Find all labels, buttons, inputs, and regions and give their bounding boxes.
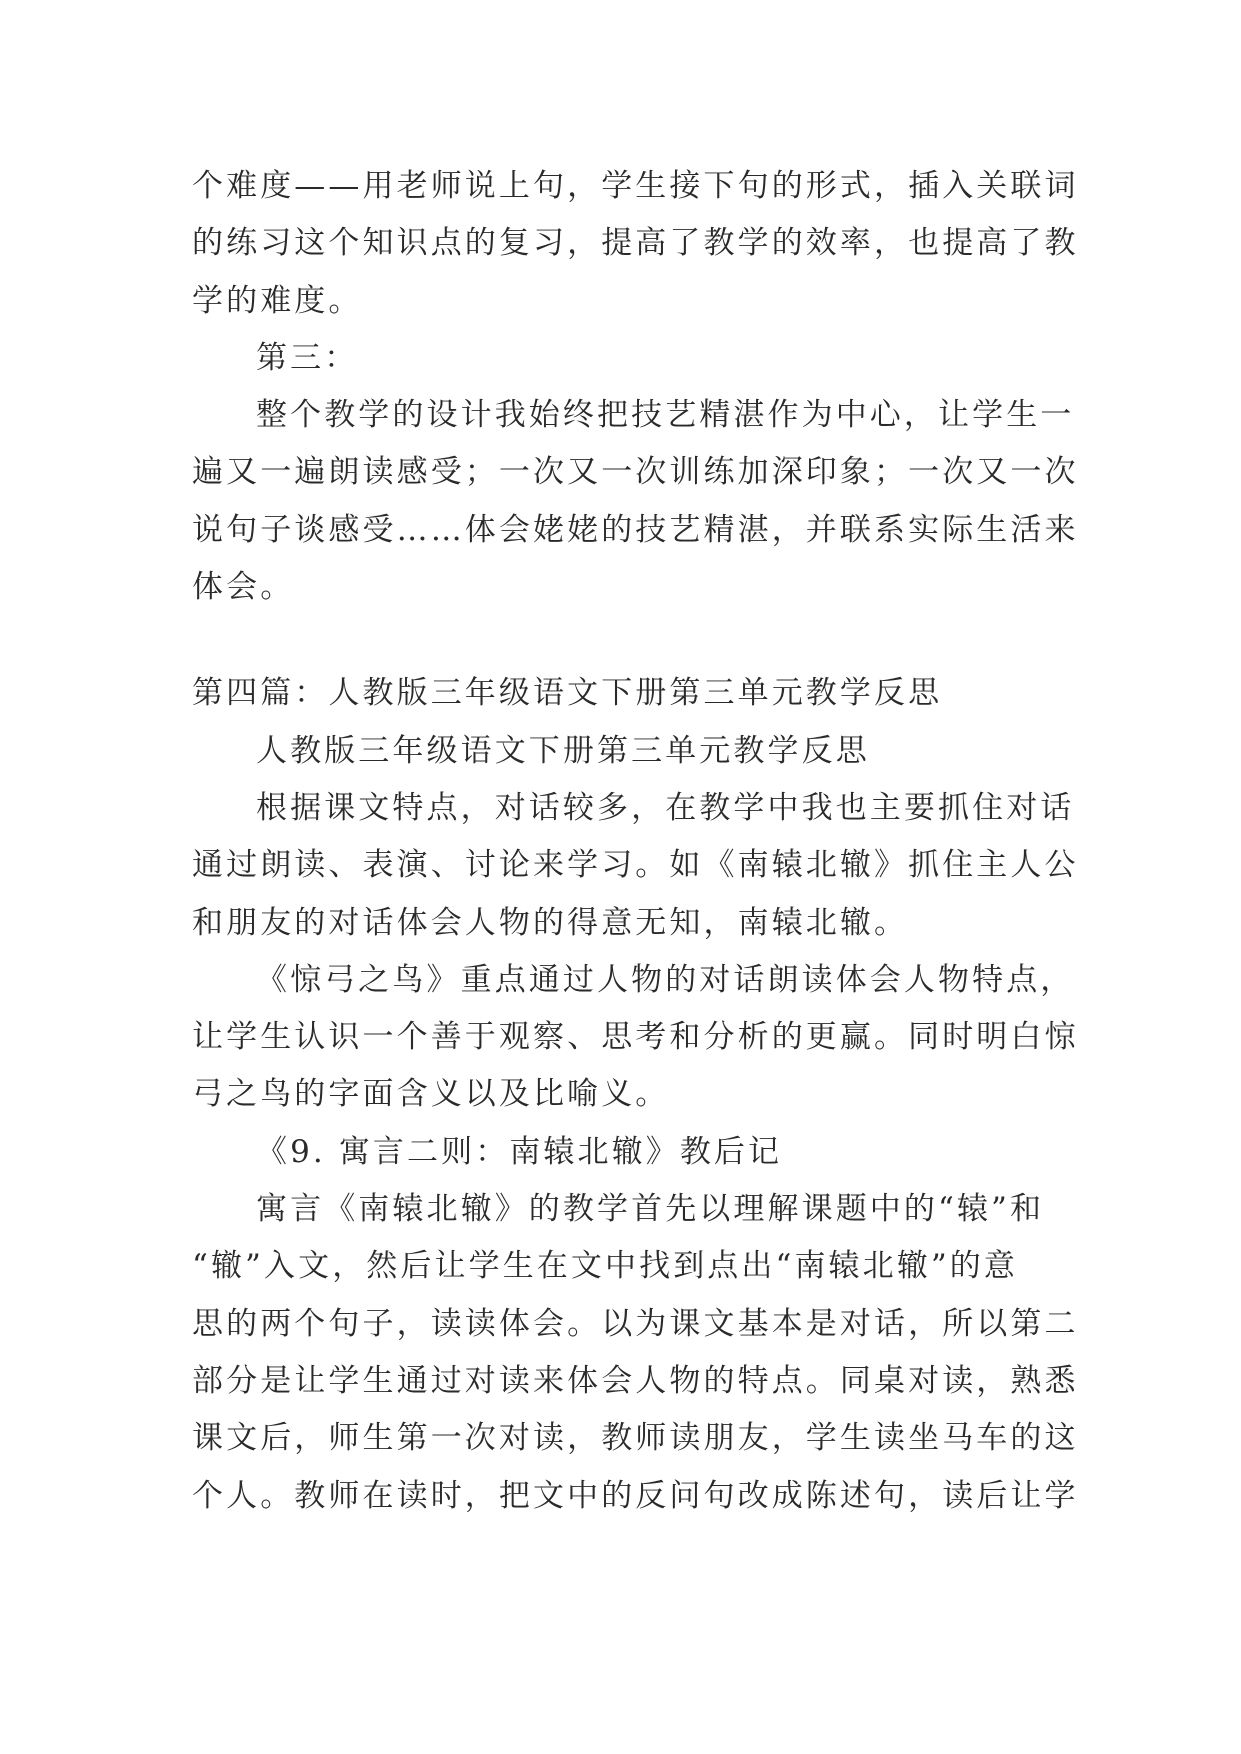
note-title: 《9. 寓言二则：南辕北辙》教后记	[256, 1133, 783, 1170]
text-line: 《惊弓之鸟》重点通过人物的对话朗读体会人物特点，	[256, 961, 1075, 998]
text-line: 根据课文特点，对话较多，在教学中我也主要抓住对话	[256, 789, 1075, 826]
text-line: 弓之鸟的字面含义以及比喻义。	[192, 1076, 670, 1113]
text-line: 学的难度。	[192, 282, 363, 319]
paragraph-gap	[192, 616, 1064, 665]
text-line: 个难度——用老师说上句，学生接下句的形式，插入关联词	[192, 168, 1079, 204]
text-line: 和朋友的对话体会人物的得意无知，南辕北辙。	[192, 904, 909, 941]
text-line: 部分是让学生通过对读来体会人物的特点。同桌对读，熟悉	[192, 1362, 1079, 1399]
text-line: “辙”入文，然后让学生在文中找到点出“南辕北辙”的意	[192, 1248, 1018, 1285]
text-line: 个人。教师在读时，把文中的反问句改成陈述句，读后让学	[192, 1477, 1079, 1514]
text-line: 说句子谈感受……体会姥姥的技艺精湛，并联系实际生活来	[192, 511, 1079, 548]
text-line: 让学生认识一个善于观察、思考和分析的更赢。同时明白惊	[192, 1019, 1079, 1056]
section-heading: 第三：	[256, 339, 359, 376]
text-line: 课文后，师生第一次对读，教师读朋友，学生读坐马车的这	[192, 1420, 1079, 1457]
document-body	[192, 158, 1079, 1525]
text-line: 的练习这个知识点的复习，提高了教学的效率，也提高了教	[192, 225, 1079, 262]
text-line: 整个教学的设计我始终把技艺精湛作为中心，让学生一	[256, 397, 1075, 434]
text-line: 思的两个句子，读读体会。以为课文基本是对话，所以第二	[192, 1305, 1079, 1342]
text-line: 体会。	[192, 569, 295, 606]
text-line: 寓言《南辕北辙》的教学首先以理解课题中的“辕”和	[256, 1191, 1045, 1228]
text-line: 遍又一遍朗读感受；一次又一次训练加深印象；一次又一次	[192, 454, 1079, 491]
part-subtitle: 人教版三年级语文下册第三单元教学反思	[256, 732, 870, 769]
text-line: 通过朗读、表演、讨论来学习。如《南辕北辙》抓住主人公	[192, 847, 1079, 884]
part-title: 第四篇：人教版三年级语文下册第三单元教学反思	[192, 675, 943, 712]
